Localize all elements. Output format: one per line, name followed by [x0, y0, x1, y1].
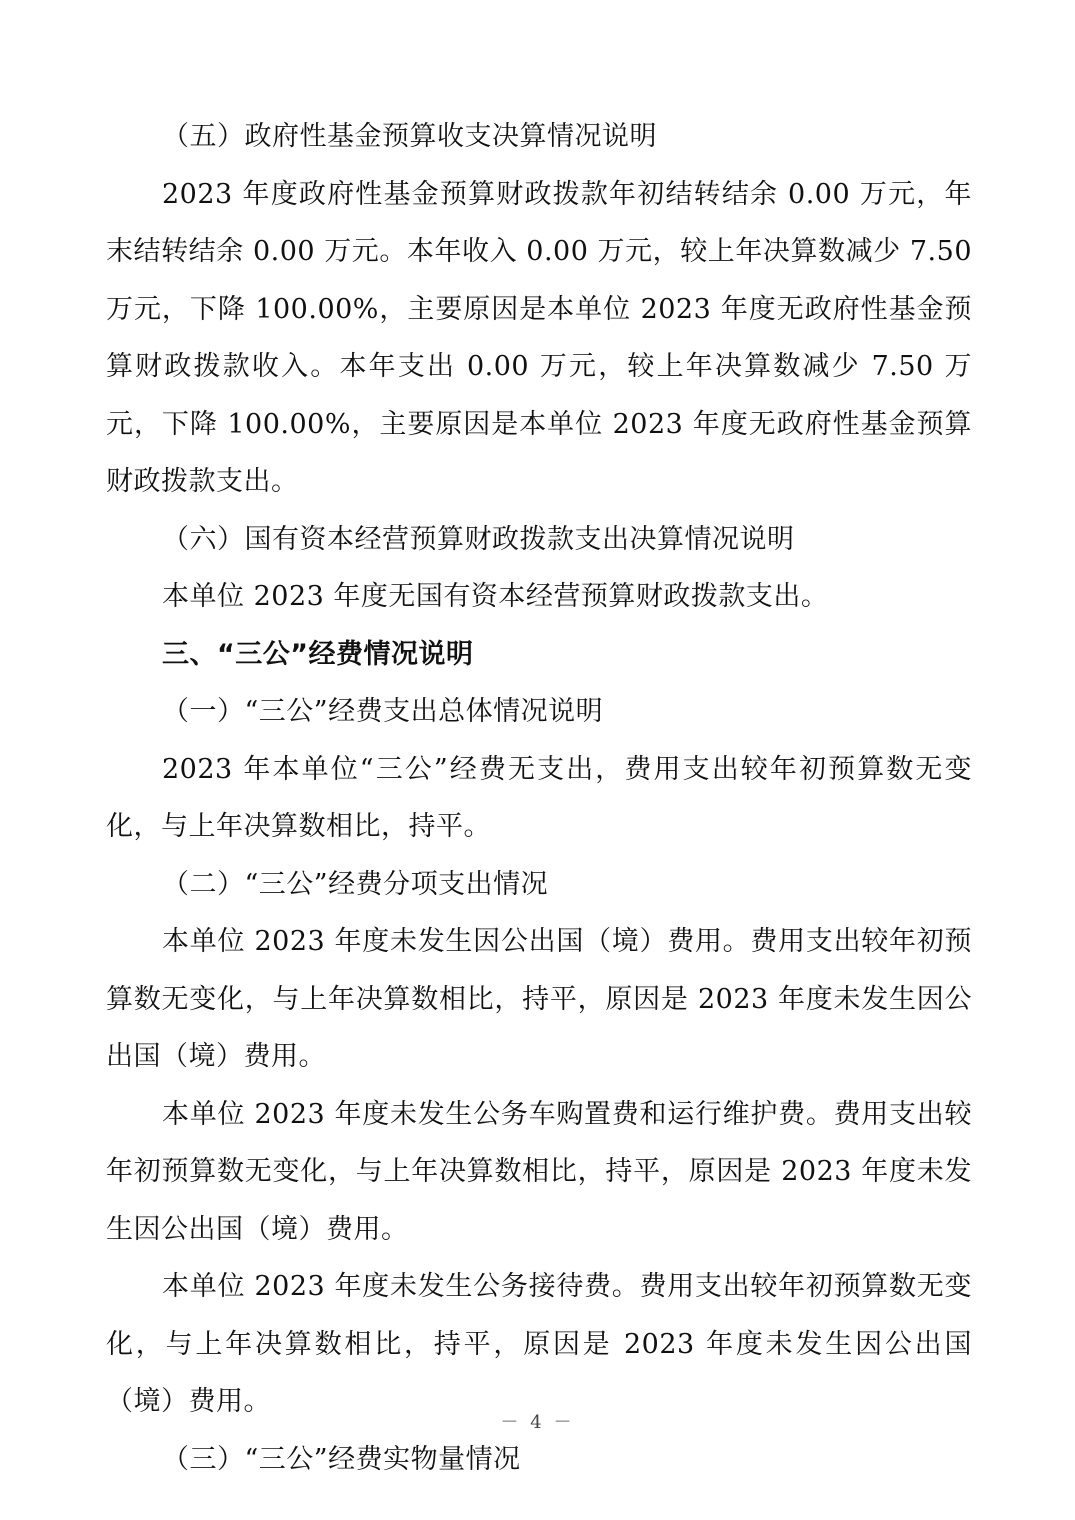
document-body: [106, 108, 972, 1488]
subheading-overall: （一）“三公”经费支出总体情况说明: [162, 696, 604, 727]
paragraph-overseas-travel: 本单位 2023 年度未发生因公出国（境）费用。费用支出较年初预算数无变化，与上年决算数相比，持平，原因是 2023 年度未发生因公出国（境）费用。: [106, 926, 972, 1072]
paragraph-reception: 本单位 2023 年度未发生公务接待费。费用支出较年初预算数无变化，与上年决算数相比，持平，原因是 2023 年度未发生因公出国（境）费用。: [106, 1271, 972, 1417]
subheading-physical-quantity: （三）“三公”经费实物量情况: [162, 1443, 521, 1475]
paragraph-overall: 2023 年本单位“三公”经费无支出，费用支出较年初预算数无变化，与上年决算数相比，持平。: [106, 753, 972, 842]
page-number: － 4 －: [500, 1412, 575, 1433]
heading-state-capital: （六）国有资本经营预算财政拨款支出决算情况说明: [162, 523, 795, 555]
subheading-itemized: （二）“三公”经费分项支出情况: [162, 868, 549, 900]
paragraph-state-capital: 本单位 2023 年度无国有资本经营预算财政拨款支出。: [162, 581, 829, 612]
section-heading-three-public: 三、“三公”经费情况说明: [162, 638, 474, 670]
paragraph-official-vehicles: 本单位 2023 年度未发生公务车购置费和运行维护费。费用支出较年初预算数无变化，与上年决算数相比，持平，原因是 2023 年度未发生因公出国（境）费用。: [106, 1098, 972, 1245]
heading-government-fund: （五）政府性基金预算收支决算情况说明: [162, 121, 657, 152]
paragraph-government-fund: 2023 年度政府性基金预算财政拨款年初结转结余 0.00 万元，年末结转结余 0.00 万元。本年收入 0.00 万元，较上年决算数减少 7.50 万元，下降 100.00%，主要原因是本单位 2023 年度无政府性基金预算财政拨款收入。本年支出 0.00 万元，较上年决算数减少 7.50 万元，下降 100.00%，主要原因是本单位 2023 年度无政府性基金预算财政拨款支出。: [106, 178, 972, 497]
